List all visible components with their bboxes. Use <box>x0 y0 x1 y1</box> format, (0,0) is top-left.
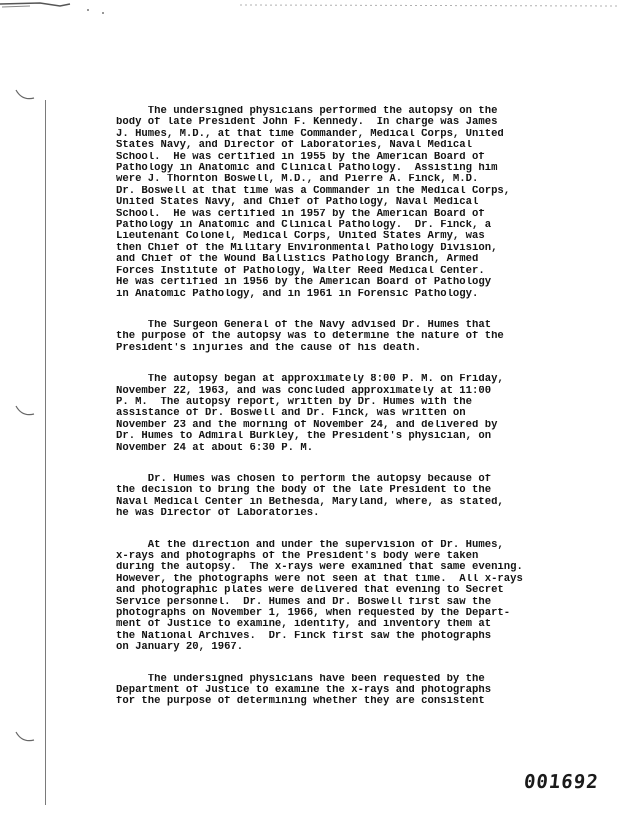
paragraph-4 <box>116 474 568 520</box>
text-line: during the autopsy. The x-rays were examined that same evening. <box>116 562 523 574</box>
text-line: However, the photographs were not seen at that time. All x-rays <box>116 573 523 585</box>
text-line: Pathology in Anatomic and Clinical Pathology. Dr. Finck, a <box>116 220 492 232</box>
binder-hole-mark-top <box>14 88 36 102</box>
text-line: November 22, 1963, and was concluded approximately at 11:00 <box>116 385 492 397</box>
text-line: J. Humes, M.D., at that time Commander, Medical Corps, United <box>116 128 504 140</box>
text-line: the decision to bring the body of the late President to the <box>116 485 492 497</box>
text-line: States Navy, and Director of Laboratories, Naval Medical <box>116 140 473 152</box>
text-line: November 24 at about 6:30 P. M. <box>116 442 314 454</box>
text-line: School. He was certified in 1955 by the American Board of <box>116 151 485 163</box>
text-line: United States Navy, and Chief of Pathology, Naval Medical <box>116 197 479 209</box>
text-line: He was certified in 1956 by the American Board of Pathology <box>116 277 492 289</box>
text-line: for the purpose of determining whether they are consistent <box>116 696 485 708</box>
text-line: body of late President John F. Kennedy. In charge was James <box>116 117 498 129</box>
text-line: P. M. The autopsy report, written by Dr. Humes with the <box>116 396 473 408</box>
paragraph-2 <box>116 320 568 354</box>
text-line: Dr. Boswell at that time was a Commander in the Medical Corps, <box>116 185 511 197</box>
text-line: he was Director of Laboratories. <box>116 508 320 520</box>
text-line: were J. Thornton Boswell, M.D., and Pierre A. Finck, M.D. <box>116 174 479 186</box>
paragraph-6 <box>116 674 568 708</box>
text-line: ment of Justice to examine, identify, and inventory them at <box>116 619 492 631</box>
text-line: Dr. Humes was chosen to perform the autopsy because of <box>116 473 492 485</box>
document-body <box>116 106 568 728</box>
paragraph-5 <box>116 540 568 654</box>
text-line: in Anatomic Pathology, and in 1961 in Forensic Pathology. <box>116 288 479 300</box>
text-line: Lieutenant Colonel, Medical Corps, United States Army, was <box>116 231 485 243</box>
text-line: Service personnel. Dr. Humes and Dr. Boswell first saw the <box>116 596 492 608</box>
text-line: The Surgeon General of the Navy advised Dr. Humes that <box>116 319 492 331</box>
text-line: The undersigned physicians performed the autopsy on the <box>116 106 498 117</box>
text-line: President's injuries and the cause of his death. <box>116 342 422 354</box>
text-line: and Chief of the Wound Ballistics Pathology Branch, Armed <box>116 254 479 266</box>
text-line: and photographic plates were delivered that evening to Secret <box>116 585 504 597</box>
text-line: November 23 and the morning of November 24, and delivered by <box>116 419 498 431</box>
binder-hole-mark-bottom <box>14 730 36 744</box>
paragraph-1 <box>116 106 568 300</box>
text-line: The autopsy began at approximately 8:00 P. M. on Friday, <box>116 374 504 386</box>
text-line: x-rays and photographs of the President's body were taken <box>116 551 479 562</box>
text-line: then Chief of the Military Environmental Pathology Division, <box>116 242 498 254</box>
text-line: the National Archives. Dr. Finck first saw the photographs <box>116 630 492 642</box>
text-line: Pathology in Anatomic and Clinical Pathology. Assisting him <box>116 163 498 175</box>
text-line: Department of Justice to examine the x-rays and photographs <box>116 685 492 697</box>
document-number-stamp: 001692 <box>523 771 601 793</box>
text-line: Dr. Humes to Admiral Burkley, the President's physician, on <box>116 431 492 443</box>
left-margin-line <box>45 100 46 805</box>
text-line: Forces Institute of Pathology, Walter Reed Medical Center. <box>116 265 485 277</box>
binder-hole-mark-middle <box>14 404 36 418</box>
text-line: School. He was certified in 1957 by the American Board of <box>116 208 485 220</box>
text-line: assistance of Dr. Boswell and Dr. Finck, was written on <box>116 408 466 420</box>
text-line: Naval Medical Center in Bethesda, Maryland, where, as stated, <box>116 496 504 508</box>
text-line: the purpose of the autopsy was to determine the nature of the <box>116 331 504 343</box>
text-line: on January 20, 1967. <box>116 642 244 654</box>
text-line: At the direction and under the supervision of Dr. Humes, <box>116 539 504 551</box>
paragraph-3 <box>116 374 568 454</box>
text-line: The undersigned physicians have been requested by the <box>116 673 485 685</box>
text-line: photographs on November 1, 1966, when requested by the Depart- <box>116 608 511 620</box>
scan-noise-top <box>0 0 637 14</box>
